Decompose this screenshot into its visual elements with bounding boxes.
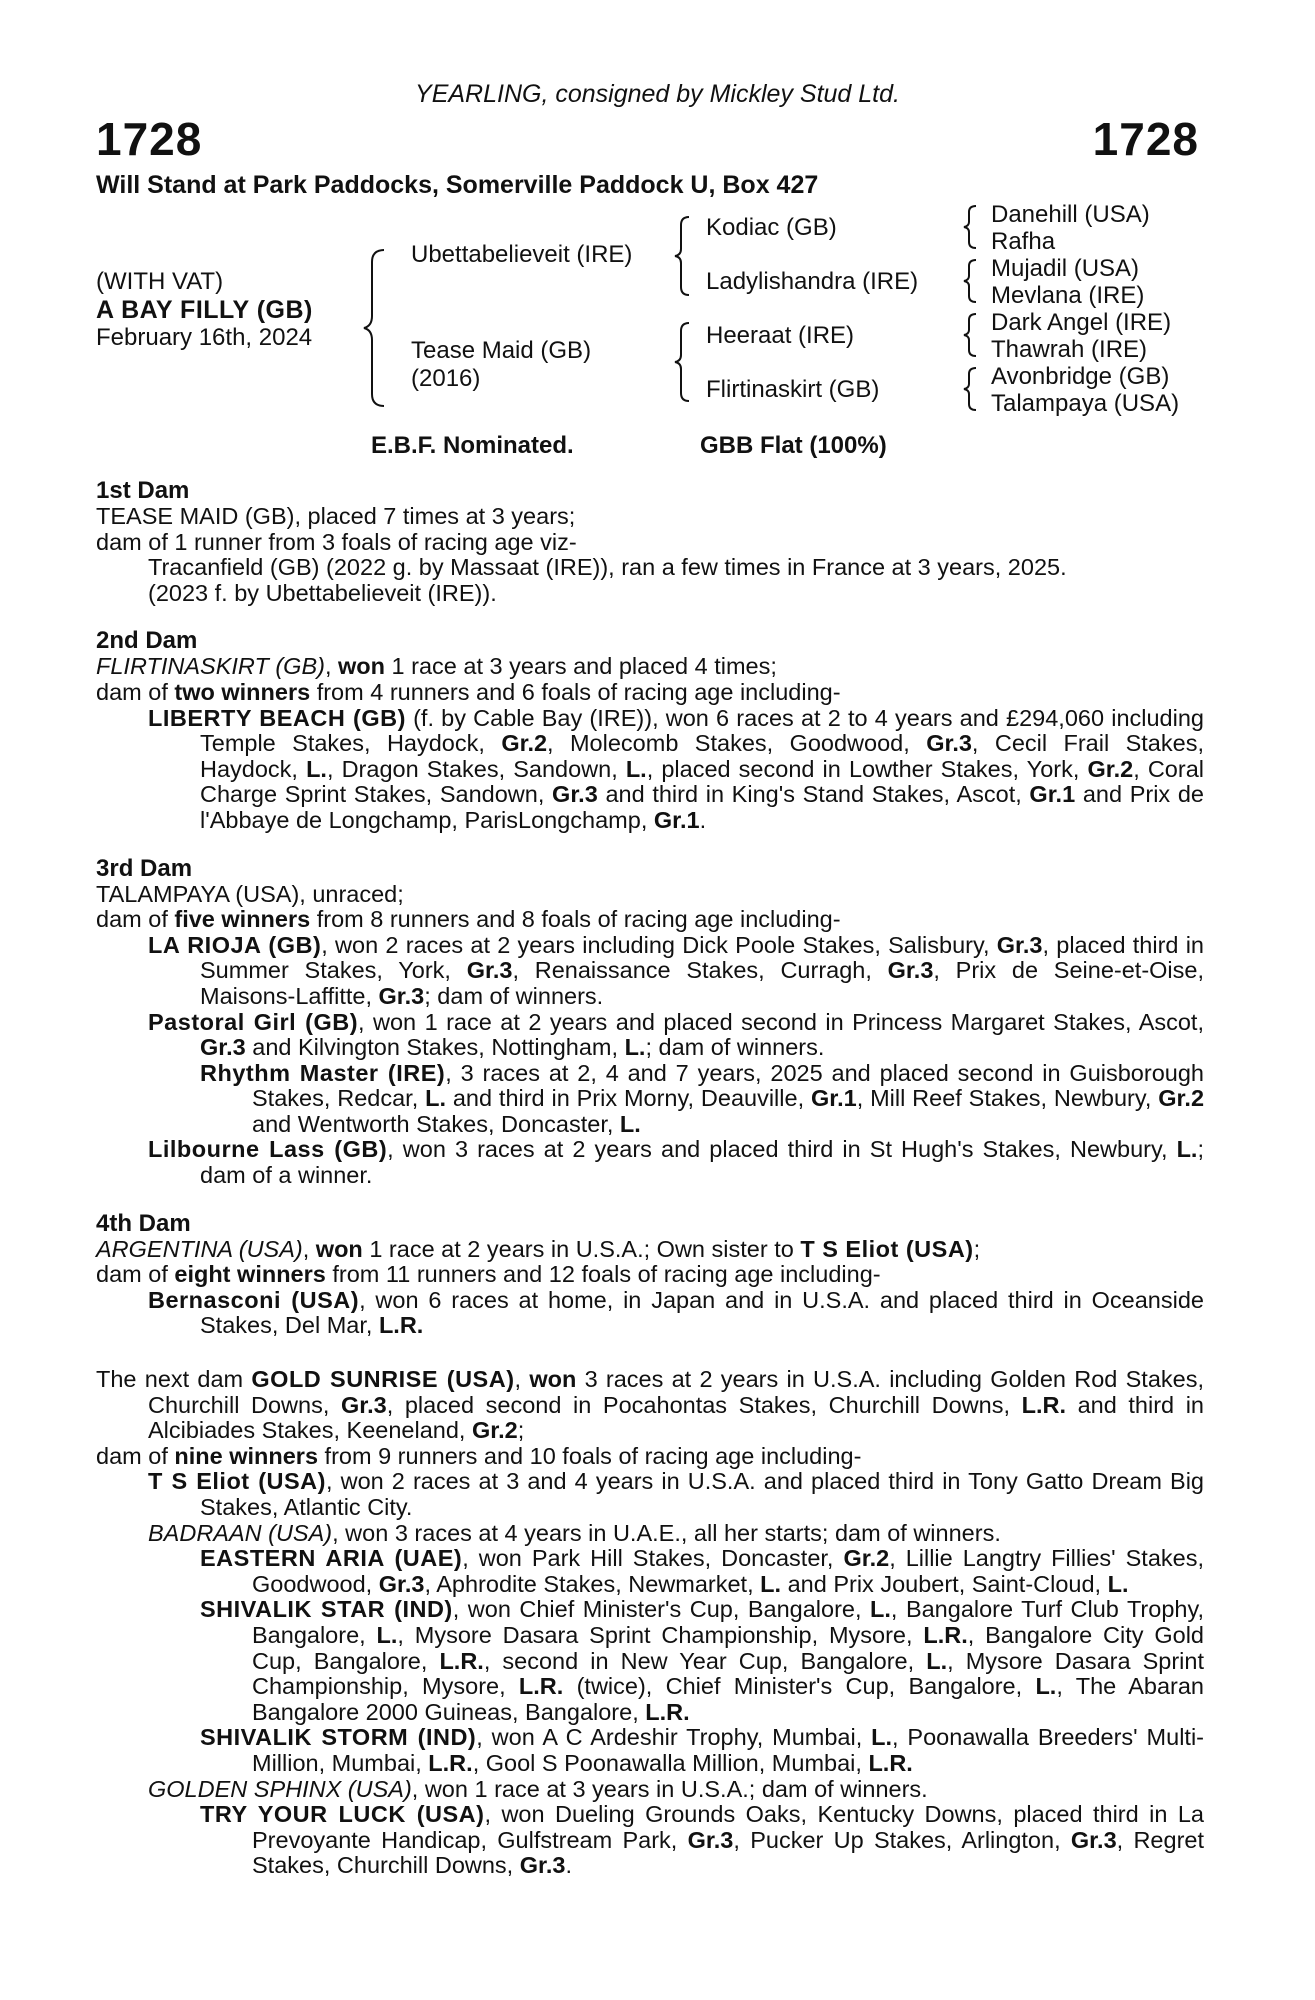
text: 1 race at 3 years and placed 4 times; (385, 653, 777, 680)
grade: Gr.2 (501, 730, 548, 757)
winner-count: two winners (174, 678, 311, 705)
grade: Gr.1 (1029, 781, 1076, 808)
sire: Ubettabelieveit (IRE) (411, 241, 633, 268)
text: and Kilvington Stakes, Nottingham, (245, 1034, 625, 1061)
horse-name: Bernasconi (USA) (148, 1286, 360, 1313)
text: , Mysore Dasara Sprint Championship, Mysore, (397, 1621, 924, 1648)
sire-sire-sire: Danehill (USA) (991, 201, 1150, 228)
grade: L.R. (923, 1621, 968, 1648)
first-dam-section (96, 478, 1204, 606)
gbb-status: GBB Flat (100%) (700, 432, 887, 459)
grade: Gr.3 (378, 1570, 425, 1597)
text: ; dam of winners. (645, 1034, 825, 1061)
text: , won 6 races at home, in Japan and in U.S.A. and placed third in Oceanside Stakes, Del Mar, (200, 1286, 1204, 1339)
horse-name: LIBERTY BEACH (GB) (148, 704, 406, 731)
second-dam-heading: 2nd Dam (96, 627, 198, 655)
text: , Coral Charge Sprint Stakes, Sandown, (200, 755, 1204, 808)
grade: L. (926, 1647, 948, 1674)
lot-number-right: 1728 (1092, 113, 1199, 165)
text: , Dragon Stakes, Sandown, (326, 755, 626, 782)
text: from 8 runners and 8 foals of racing age including- (310, 906, 841, 933)
horse-name: A BAY FILLY (GB) (96, 296, 313, 324)
winner-count: eight winners (174, 1261, 326, 1288)
text: 1 race at 2 years in U.S.A.; Own sister to (362, 1235, 801, 1262)
grade: Gr.2 (472, 1417, 518, 1444)
produce-entry (148, 706, 1204, 834)
text: , won Chief Minister's Cup, Bangalore, (452, 1596, 871, 1623)
text: , won 1 race at 3 years in U.S.A.; dam of winners. (411, 1775, 928, 1802)
stand-location: Will Stand at Park Paddocks, Somerville Paddock U, Box 427 (96, 171, 819, 199)
sire-sire: Kodiac (GB) (706, 214, 837, 241)
grade: Gr.3 (200, 1034, 246, 1061)
produce-entry (148, 1521, 1204, 1547)
text: , Mysore Dasara Sprint Championship, Mysore, (252, 1647, 1204, 1700)
produce-entry (148, 1288, 1204, 1339)
produce-entry (148, 1777, 1204, 1803)
winner-count: nine winners (174, 1442, 319, 1469)
text: , won Park Hill Stakes, Doncaster, (462, 1545, 844, 1572)
text: , won 2 races at 3 and 4 years in U.S.A. and placed third in Tony Gatto Dream Big Stakes, Atlantic City. (200, 1468, 1205, 1520)
horse-name: T S Eliot (USA) (148, 1468, 326, 1495)
text: (twice), Chief Minister's Cup, Bangalore, (563, 1673, 1036, 1700)
text: , (324, 653, 339, 680)
second-dam-line (96, 654, 1204, 680)
first-dam-line: TEASE MAID (GB), placed 7 times at 3 years; (96, 503, 576, 529)
text: and Prix de l'Abbaye de Longchamp, ParisLongchamp, (200, 781, 1204, 833)
foaling-date: February 16th, 2024 (96, 324, 313, 351)
horse-name: SHIVALIK STORM (IND) (200, 1724, 477, 1751)
text: and Wentworth Stakes, Doncaster, (252, 1110, 620, 1137)
grade: Gr.3 (466, 957, 513, 984)
text: , Gool S Poonawalla Million, Mumbai, (472, 1749, 869, 1776)
text: , Poonawalla Breeders' Multi-Million, Mumbai, (252, 1724, 1204, 1776)
text: , Prix de Seine-et-Oise, Maisons-Laffitte, (200, 957, 1204, 1009)
dam-dam: Flirtinaskirt (GB) (706, 376, 880, 403)
brace-sire (673, 215, 695, 297)
text: from 4 runners and 6 foals of racing age including- (310, 678, 841, 705)
grade: Gr.3 (378, 982, 425, 1009)
text: dam of (96, 1442, 175, 1469)
produce-entry (148, 933, 1204, 1010)
horse-name: TRY YOUR LUCK (USA) (200, 1801, 485, 1828)
text: and third in Alcibiades Stakes, Keeneland, (148, 1391, 1204, 1444)
lot-number-left: 1728 (96, 113, 203, 165)
text: , placed second in Lowther Stakes, York, (646, 755, 1088, 782)
consignor-line: YEARLING, consigned by Mickley Stud Ltd. (415, 80, 900, 108)
grade: Gr.3 (926, 730, 972, 757)
text: , Molecomb Stakes, Goodwood, (547, 730, 927, 757)
text: , won 2 races at 2 years including Dick Poole Stakes, Salisbury, (321, 931, 997, 958)
grade: L. (760, 1570, 782, 1597)
fourth-dam-line (96, 1237, 1204, 1263)
grade: L. (1035, 1673, 1057, 1700)
grade: L. (619, 1110, 641, 1137)
text: , Bangalore Turf Club Trophy, Bangalore, (252, 1596, 1204, 1648)
text: and third in King's Stand Stakes, Ascot, (597, 781, 1030, 808)
grade: Gr.3 (687, 1826, 734, 1853)
grade: L. (376, 1621, 398, 1648)
text: The next dam (96, 1366, 252, 1393)
grade: Gr.3 (1070, 1826, 1117, 1853)
grade: Gr.3 (996, 931, 1043, 958)
horse-name: T S Eliot (USA) (800, 1235, 974, 1262)
third-dam-produce-line (96, 907, 1204, 933)
text: and third in Prix Morny, Deauville, (445, 1085, 811, 1112)
fourth-dam-section (96, 1211, 1204, 1339)
produce-entry: (2023 f. by Ubettabelieveit (IRE)). (148, 579, 497, 606)
horse-name: EASTERN ARIA (UAE) (200, 1545, 463, 1572)
grade: Gr.1 (653, 806, 700, 833)
text: . (699, 806, 707, 833)
text: , Renaissance Stakes, Curragh, (512, 957, 888, 984)
grade: Gr.3 (519, 1852, 566, 1879)
produce-entry (148, 1469, 1204, 1520)
text: (f. by Cable Bay (IRE)), won 6 races at 2 to 4 years and £294,060 including Temple Stakes, Haydock, (200, 704, 1204, 757)
sire-dam-dam: Mevlana (IRE) (991, 282, 1145, 309)
grade: Gr.2 (1158, 1085, 1205, 1112)
next-dam-line (96, 1367, 1204, 1444)
third-dam-section (96, 856, 1204, 1189)
horse-name: Lilbourne Lass (GB) (148, 1136, 388, 1163)
text: , placed third in Summer Stakes, York, (200, 931, 1204, 984)
text: , won 1 race at 2 years and placed second in Princess Margaret Stakes, Ascot, (358, 1008, 1204, 1035)
sire-dam: Ladylishandra (IRE) (706, 268, 919, 295)
dam-name: FLIRTINASKIRT (GB) (96, 653, 325, 680)
produce-entry (200, 1802, 1204, 1879)
text: dam of (96, 906, 175, 933)
text: , won 3 races at 2 years and placed third in St Hugh's Stakes, Newbury, (387, 1136, 1177, 1163)
grade: L.R. (439, 1647, 484, 1674)
produce-entry: Tracanfield (GB) (2022 g. by Massaat (IRE)), ran a few times in France at 3 years, 2025. (148, 554, 1067, 581)
brace-main (362, 248, 392, 408)
first-dam-produce-line: dam of 1 runner from 3 foals of racing age viz- (96, 528, 577, 555)
grade: Gr.3 (552, 781, 598, 808)
vat-note: (WITH VAT) (96, 268, 224, 295)
text: , Regret Stakes, Churchill Downs, (252, 1826, 1204, 1879)
horse-name: SHIVALIK STAR (IND) (200, 1596, 453, 1623)
grade: L. (871, 1724, 893, 1751)
brace-dam (673, 321, 695, 403)
grade: L. (425, 1085, 446, 1112)
dam-dam-dam: Talampaya (USA) (991, 390, 1180, 417)
text: from 11 runners and 12 foals of racing age including- (325, 1261, 881, 1288)
text: , Pucker Up Stakes, Arlington, (733, 1826, 1071, 1853)
text: , Lillie Langtry Fillies' Stakes, Goodwood, (252, 1545, 1204, 1597)
fourth-dam-heading: 4th Dam (96, 1209, 191, 1237)
produce-entry (200, 1546, 1204, 1597)
grade: L. (624, 1034, 646, 1061)
text: , Bangalore City Gold Cup, Bangalore, (252, 1621, 1204, 1674)
grade: L. (870, 1596, 891, 1623)
text: , (514, 1366, 530, 1393)
sire-sire-dam: Rafha (991, 228, 1056, 255)
text: ; dam of winners. (424, 982, 604, 1009)
text: , placed second in Pocahontas Stakes, Churchill Downs, (386, 1391, 1022, 1418)
text: , 3 races at 2, 4 and 7 years, 2025 and placed second in Guisborough Stakes, Redcar, (252, 1059, 1204, 1112)
dam-sire-sire: Dark Angel (IRE) (991, 309, 1172, 336)
grade: L. (625, 755, 647, 782)
grade: Gr.1 (810, 1085, 857, 1112)
grade: L. (1107, 1570, 1129, 1597)
first-dam-heading: 1st Dam (96, 477, 190, 504)
dam-sire-dam: Thawrah (IRE) (991, 336, 1148, 363)
text: , (302, 1235, 316, 1262)
text: , Mill Reef Stakes, Newbury, (856, 1085, 1159, 1112)
text: from 9 runners and 10 foals of racing age including- (318, 1442, 862, 1469)
text: , won 3 races at 4 years in U.A.E., all her starts; dam of winners. (332, 1519, 1001, 1546)
brace-ds (962, 312, 980, 358)
winner-count: five winners (174, 906, 311, 933)
dam-dam-sire: Avonbridge (GB) (991, 363, 1170, 390)
won-label: won (529, 1366, 577, 1393)
dam-name: ARGENTINA (USA) (96, 1235, 303, 1262)
second-dam-section (96, 628, 1204, 833)
text: dam of (96, 678, 175, 705)
dam-year: (2016) (411, 365, 481, 392)
next-dam-section (96, 1367, 1204, 1879)
sire-dam-sire: Mujadil (USA) (991, 255, 1140, 282)
dam-name: GOLD SUNRISE (USA) (251, 1366, 515, 1393)
grade: L. (1176, 1136, 1198, 1163)
brace-ss (962, 204, 980, 250)
grade: Gr.3 (340, 1391, 387, 1418)
produce-entry (200, 1061, 1204, 1138)
won-label: won (315, 1235, 363, 1262)
produce-entry (200, 1597, 1204, 1725)
grade: Gr.3 (887, 957, 934, 984)
second-dam-produce-line (96, 680, 1204, 706)
dam: Tease Maid (GB) (411, 337, 592, 364)
horse-name: GOLDEN SPHINX (USA) (148, 1775, 412, 1802)
horse-name: Rhythm Master (IRE) (200, 1059, 446, 1086)
produce-entry (148, 1137, 1204, 1188)
text: . (565, 1852, 573, 1879)
text: ; (517, 1417, 525, 1444)
produce-entry (148, 1010, 1204, 1061)
won-label: won (338, 653, 386, 680)
text: , won Dueling Grounds Oaks, Kentucky Downs, placed third in La Prevoyante Handicap, Gulfstream Park, (252, 1801, 1204, 1853)
text: , Aphrodite Stakes, Newmarket, (424, 1570, 761, 1597)
text: , second in New Year Cup, Bangalore, (483, 1647, 927, 1674)
brace-dd (962, 366, 980, 412)
third-dam-heading: 3rd Dam (96, 854, 193, 882)
text: ; dam of a winner. (200, 1136, 1204, 1189)
grade: L.R. (868, 1749, 913, 1776)
grade: L. (306, 755, 327, 782)
grade: Gr.2 (1087, 755, 1134, 782)
grade: L.R. (518, 1673, 564, 1700)
text: , The Abaran Bangalore 2000 Guineas, Bangalore, (252, 1673, 1205, 1725)
grade: L.R. (1021, 1391, 1066, 1418)
text: , Cecil Frail Stakes, Haydock, (200, 730, 1204, 782)
dam-sire: Heeraat (IRE) (706, 322, 855, 349)
horse-name: Pastoral Girl (GB) (148, 1008, 359, 1035)
horse-name: LA RIOJA (GB) (148, 931, 322, 958)
text: and Prix Joubert, Saint-Cloud, (781, 1570, 1108, 1597)
horse-name: BADRAAN (USA) (148, 1519, 333, 1546)
fourth-dam-produce-line (96, 1262, 1204, 1288)
third-dam-line: TALAMPAYA (USA), unraced; (96, 880, 404, 907)
text: ; (973, 1235, 981, 1262)
text: dam of (96, 1261, 175, 1288)
grade: L.R. (378, 1312, 424, 1339)
produce-entry (200, 1725, 1204, 1776)
text: , won A C Ardeshir Trophy, Mumbai, (476, 1724, 872, 1751)
catalogue-body (96, 478, 1204, 1901)
next-dam-produce-line (96, 1444, 1204, 1470)
grade: Gr.2 (843, 1545, 890, 1572)
grade: L.R. (428, 1749, 473, 1776)
brace-sd (962, 258, 980, 304)
ebf-nomination: E.B.F. Nominated. (371, 432, 574, 459)
grade: L.R. (645, 1698, 690, 1725)
text: 3 races at 2 years in U.S.A. including Golden Rod Stakes, Churchill Downs, (148, 1366, 1204, 1418)
